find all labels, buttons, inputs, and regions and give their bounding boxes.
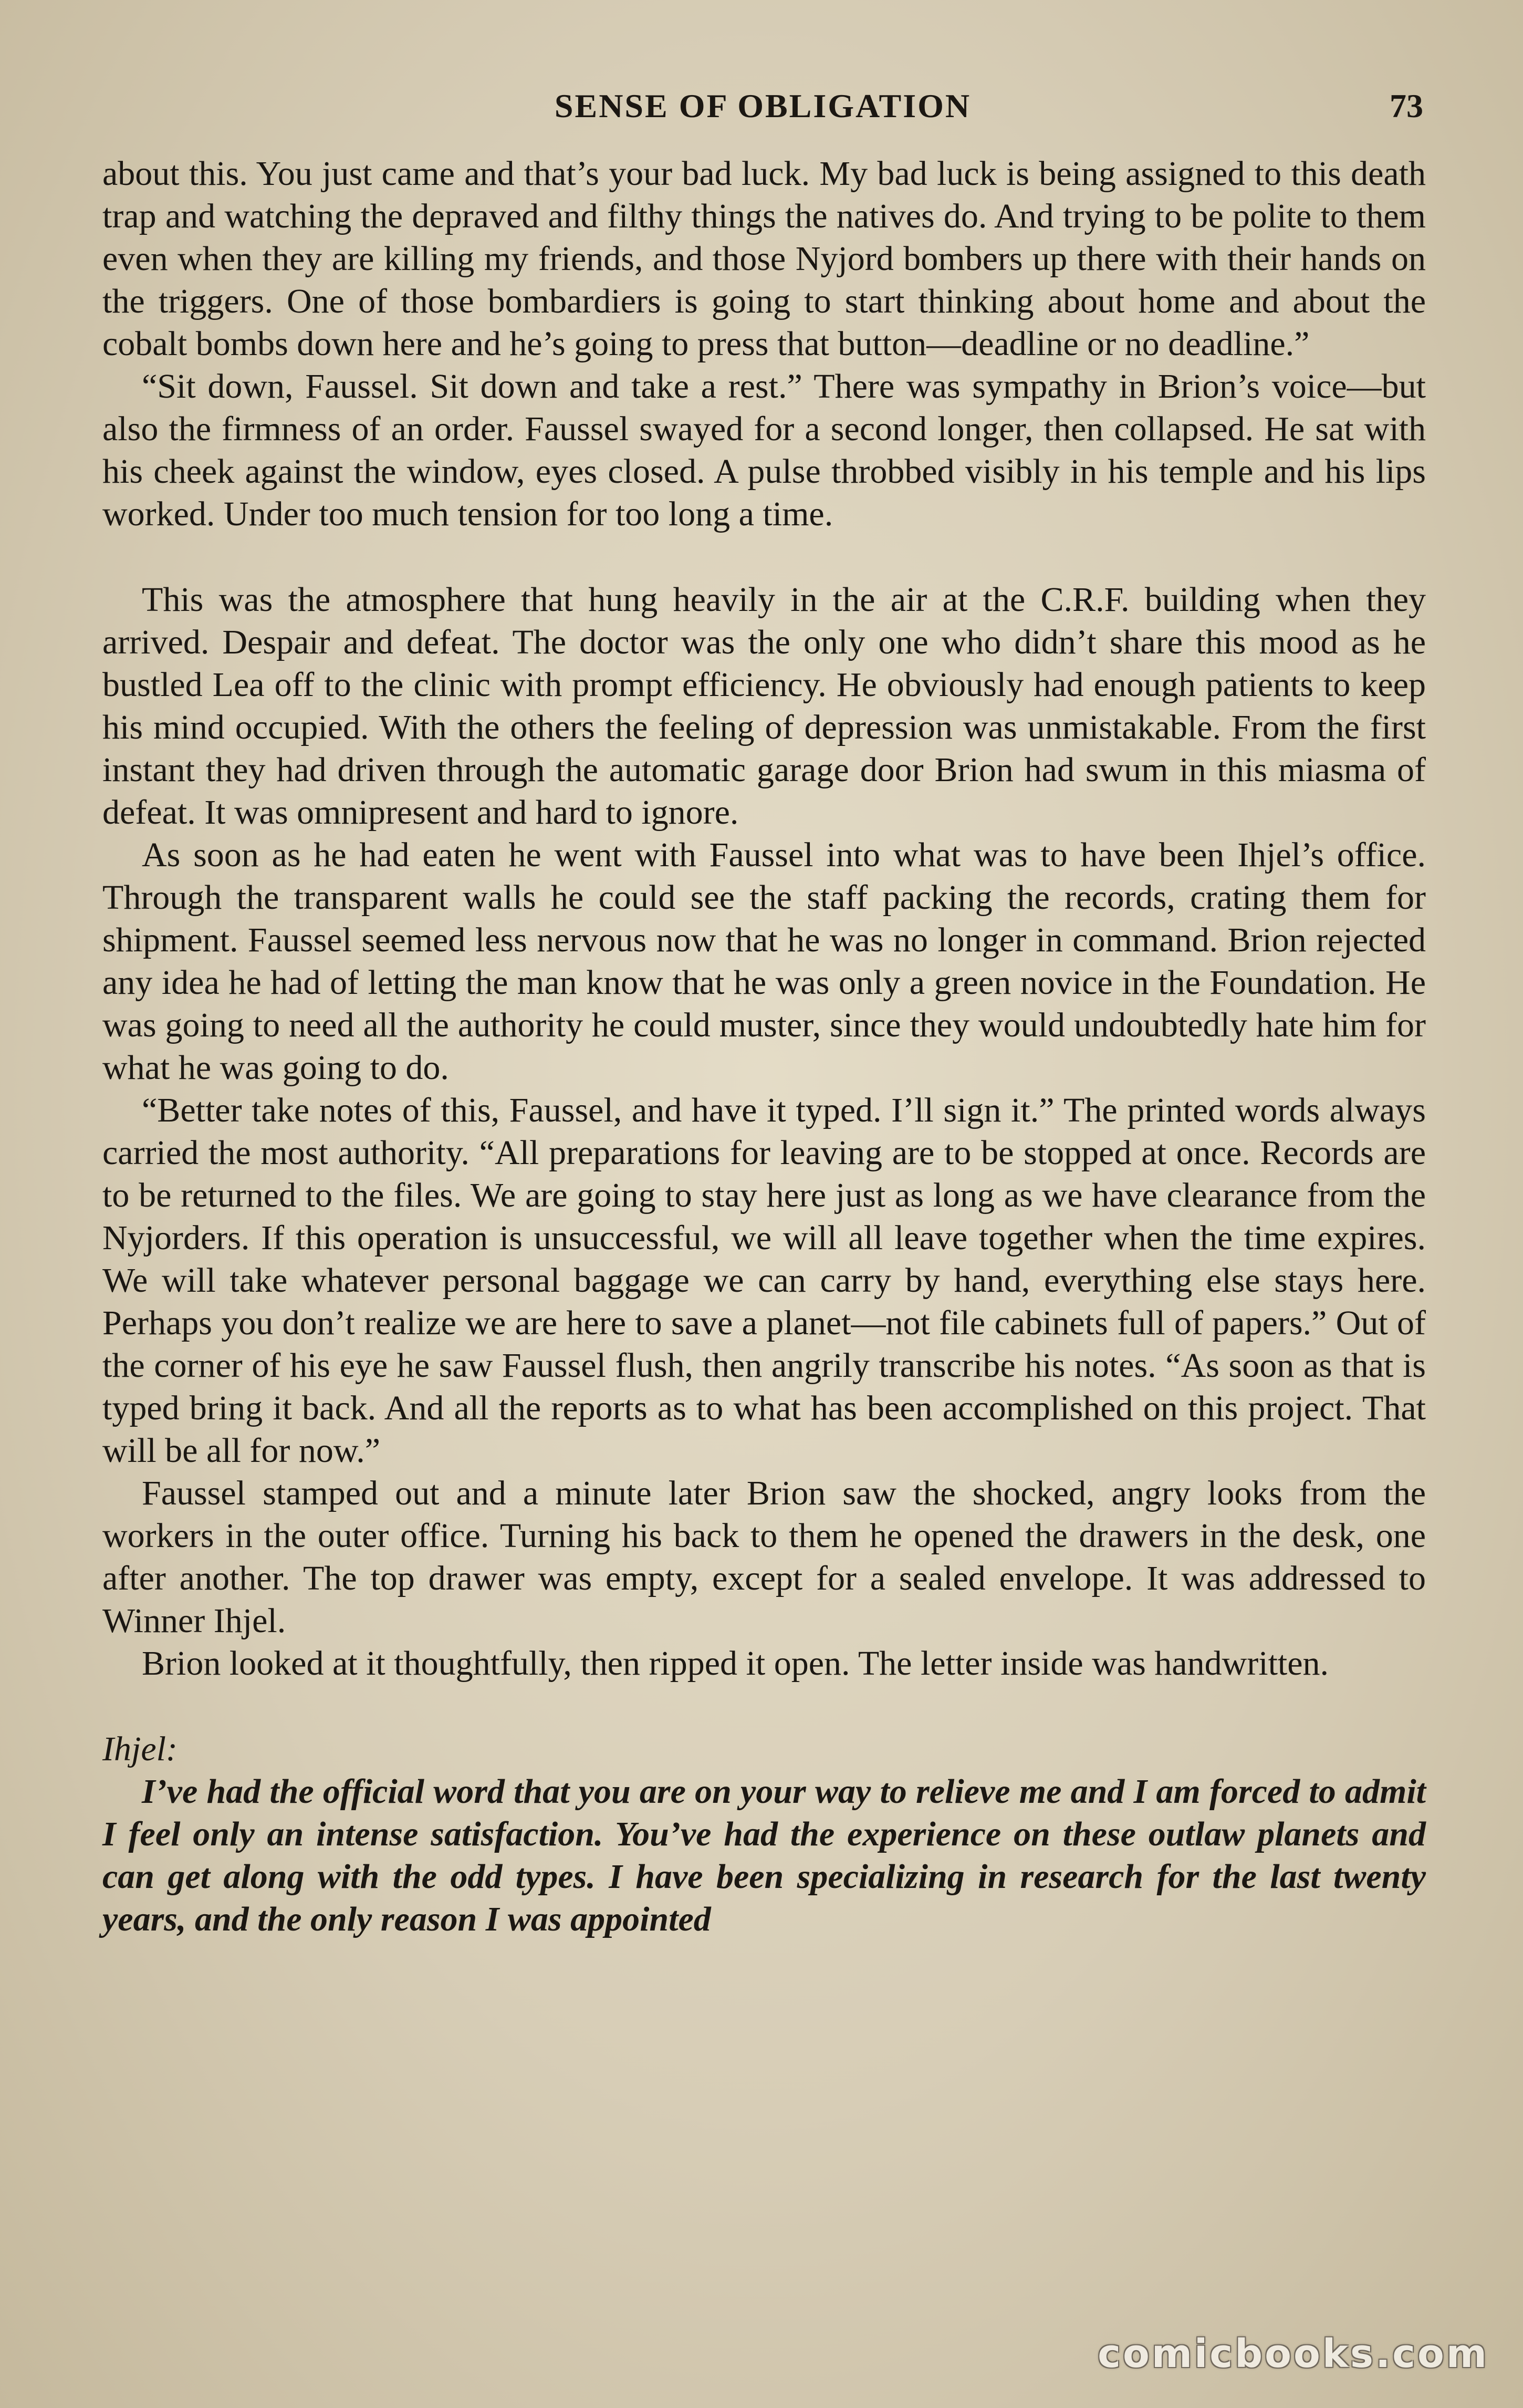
paragraph: “Sit down, Faussel. Sit down and take a rest.” There was sympathy in Brion’s voice—but also the firmness of an order. Faussel swayed for a second longer, then collapsed. He sat with his cheek against the window, eyes closed. A pulse throbbed visibly in his temple and his lips worked. Under too much tension for too long a time. [102,367,1426,533]
watermark: comicbooks.com [1098,2331,1489,2376]
page-header [102,87,1423,139]
body-text [102,152,1426,1940]
page-number: 73 [1390,87,1423,124]
paragraph: This was the atmosphere that hung heavily in the air at the C.R.F. building when they arrived. Despair and defeat. The doctor was the only one who didn’t share this mood as he bustled Lea off to the clinic with prompt efficiency. He obviously had enough patients to keep his mind occupied. With the others the feeling of depression was unmistakable. From the first instant they had driven through the automatic garage door Brion had swum in this miasma of defeat. It was omnipresent and hard to ignore. [102,580,1426,832]
paragraph: Faussel stamped out and a minute later Brion saw the shocked, angry looks from the workers in the outer office. Turning his back to them he opened the drawers in the desk, one after another. The top drawer was empty, except for a sealed envelope. It was addressed to Winner Ihjel. [102,1474,1426,1640]
paragraph: As soon as he had eaten he went with Faussel into what was to have been Ihjel’s office. Through the transparent walls he could see the staff packing the records, crating them for shipment. Faussel seemed less nervous now that he was no longer in command. Brion rejected any idea he had of letting the man know that he was only a green novice in the Foundation. He was going to need all the authority he could muster, since they would undoubtedly hate him for what he was going to do. [102,836,1426,1087]
letter-salutation: Ihjel: [102,1730,178,1768]
paragraph: Brion looked at it thoughtfully, then ripped it open. The letter inside was handwritten. [142,1644,1329,1683]
running-head: SENSE OF OBLIGATION [554,87,972,124]
paragraph: about this. You just came and that’s your bad luck. My bad luck is being assigned to this death trap and watching the depraved and filthy things the natives do. And trying to be polite to them even when they are killing my friends, and those Nyjord bombers up there with their hands on the triggers. One of those bombardiers is going to start thinking about home and about the cobalt bombs down here and he’s going to press that button—deadline or no deadline.” [102,154,1426,363]
paragraph: “Better take notes of this, Faussel, and have it typed. I’ll sign it.” The printed words always carried the most authority. “All preparations for leaving are to be stopped at once. Records are to be returned to the files. We are going to stay here just as long as we have clearance from the Nyjorders. If this operation is unsuccessful, we will all leave together when the time expires. We will take whatever personal baggage we can carry by hand, everything else stays here. Perhaps you don’t realize we are here to save a planet—not file cabinets full of papers.” Out of the corner of his eye he saw Faussel flush, then angrily transcribe his notes. “As soon as that is typed bring it back. And all the reports as to what has been accomplished on this project. That will be all for now.” [102,1091,1426,1470]
letter-body: I’ve had the official word that you are on your way to relieve me and I am forced to admit I feel only an intense satisfaction. You’ve had the experience on these outlaw planets and can get along with the odd types. I have been specializing in research for the last twenty years, and the only reason I was appointed [102,1772,1426,1938]
